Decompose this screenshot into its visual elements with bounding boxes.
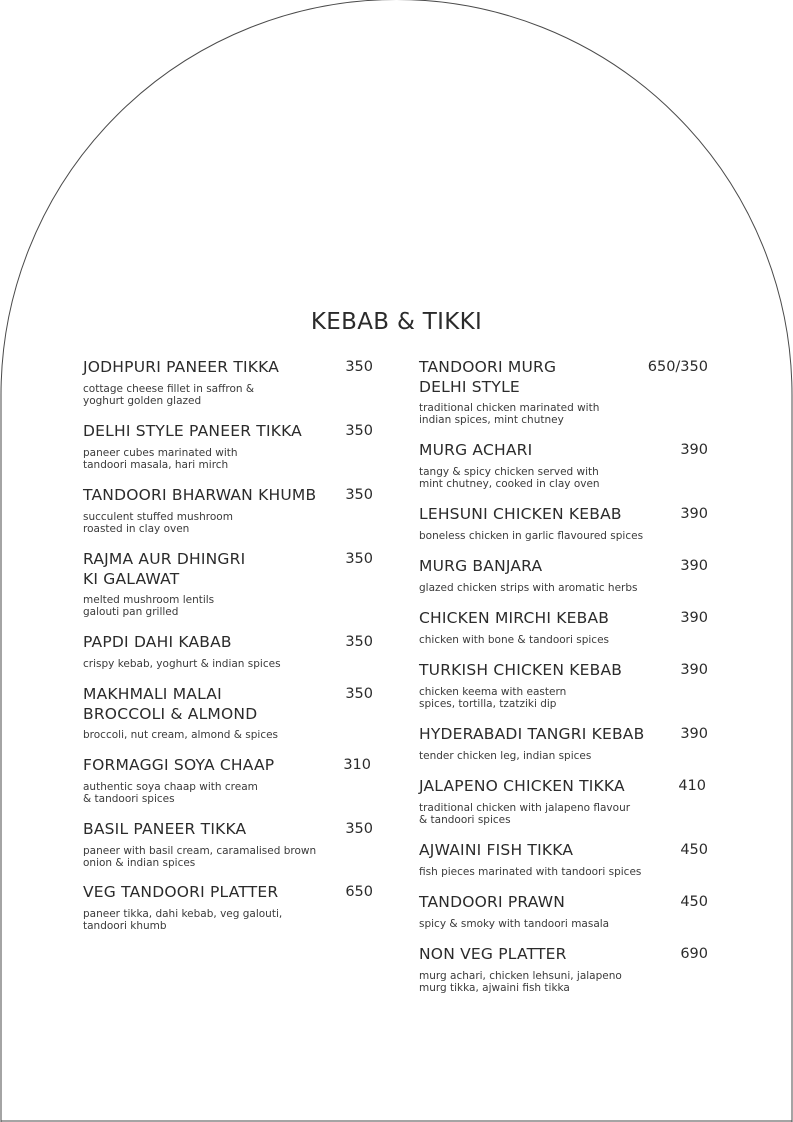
item-price: 690 bbox=[680, 946, 708, 962]
item-price: 350 bbox=[345, 551, 373, 567]
item-name: PAPDI DAHI KABAB bbox=[83, 633, 232, 651]
item-price: 390 bbox=[680, 726, 708, 742]
item-description: paneer with basil cream, caramalised brown onion & indian spices bbox=[83, 844, 317, 869]
menu-item bbox=[83, 486, 373, 535]
item-description: boneless chicken in garlic flavoured spices bbox=[419, 529, 644, 542]
item-price: 350 bbox=[345, 821, 373, 837]
item-description: traditional chicken marinated with indian spices, mint chutney bbox=[419, 402, 600, 426]
menu-item bbox=[83, 550, 373, 618]
item-description: traditional chicken with jalapeno flavour & tandoori spices bbox=[419, 801, 631, 826]
item-description: chicken with bone & tandoori spices bbox=[419, 633, 610, 646]
item-name: CHICKEN MIRCHI KEBAB bbox=[419, 609, 610, 627]
item-name: NON VEG PLATTER bbox=[419, 945, 567, 963]
item-price: 350 bbox=[345, 634, 373, 650]
item-name: BASIL PANEER TIKKA bbox=[83, 820, 247, 838]
item-description: spicy & smoky with tandoori masala bbox=[419, 917, 610, 930]
menu-item bbox=[419, 725, 708, 762]
item-description: broccoli, nut cream, almond & spices bbox=[83, 729, 279, 741]
item-name: FORMAGGI SOYA CHAAP bbox=[83, 756, 275, 774]
item-name: LEHSUNI CHICKEN KEBAB bbox=[419, 505, 622, 523]
menu-item bbox=[83, 358, 373, 407]
item-name: DELHI STYLE PANEER TIKKA bbox=[83, 422, 302, 440]
item-name: AJWAINI FISH TIKKA bbox=[419, 841, 574, 859]
item-price: 410 bbox=[678, 778, 706, 794]
menu-item bbox=[83, 756, 373, 805]
menu-item bbox=[83, 633, 373, 670]
item-price: 650/350 bbox=[647, 359, 708, 375]
menu-item bbox=[419, 945, 708, 994]
menu-item bbox=[419, 609, 708, 646]
menu-item bbox=[419, 557, 708, 594]
item-description: chicken keema with eastern spices, tortilla, tzatziki dip bbox=[419, 685, 567, 710]
item-description: melted mushroom lentils galouti pan grilled bbox=[83, 594, 215, 618]
item-description: murg achari, chicken lehsuni, jalapeno murg tikka, ajwaini fish tikka bbox=[419, 969, 622, 994]
item-name: TURKISH CHICKEN KEBAB bbox=[419, 661, 623, 679]
menu-item bbox=[419, 505, 708, 542]
item-name: HYDERABADI TANGRI KEBAB bbox=[419, 725, 645, 743]
item-price: 390 bbox=[680, 442, 708, 458]
menu-item bbox=[419, 893, 708, 930]
item-description: paneer cubes marinated with tandoori masala, hari mirch bbox=[83, 446, 238, 471]
item-name: MAKHMALI MALAI BROCCOLI & ALMOND bbox=[83, 685, 258, 723]
item-price: 350 bbox=[345, 686, 373, 702]
item-price: 390 bbox=[680, 662, 708, 678]
menu-item bbox=[419, 661, 708, 710]
item-description: cottage cheese fillet in saffron & yoghurt golden glazed bbox=[83, 382, 255, 407]
menu-item bbox=[419, 358, 708, 426]
menu-item bbox=[83, 820, 373, 869]
item-name: TANDOORI PRAWN bbox=[419, 893, 566, 911]
item-price: 390 bbox=[680, 506, 708, 522]
item-description: paneer tikka, dahi kebab, veg galouti, tandoori khumb bbox=[83, 907, 283, 932]
item-description: tender chicken leg, indian spices bbox=[419, 749, 592, 762]
item-name: RAJMA AUR DHINGRI KI GALAWAT bbox=[83, 550, 246, 588]
item-name: JALAPENO CHICKEN TIKKA bbox=[419, 777, 625, 795]
item-name: TANDOORI MURG DELHI STYLE bbox=[419, 358, 557, 396]
item-name: TANDOORI BHARWAN KHUMB bbox=[83, 486, 317, 504]
menu-item bbox=[83, 883, 373, 932]
item-price: 450 bbox=[680, 842, 708, 858]
item-price: 650 bbox=[345, 884, 373, 900]
item-name: MURG BANJARA bbox=[419, 557, 543, 575]
section-title: KEBAB & TIKKI bbox=[310, 309, 483, 335]
item-name: VEG TANDOORI PLATTER bbox=[83, 883, 279, 901]
item-description: crispy kebab, yoghurt & indian spices bbox=[83, 657, 281, 670]
menu-item bbox=[83, 685, 373, 741]
menu-item bbox=[83, 422, 373, 471]
item-price: 390 bbox=[680, 610, 708, 626]
menu-item bbox=[419, 841, 708, 878]
item-description: succulent stuffed mushroom roasted in clay oven bbox=[83, 510, 233, 535]
menu-item bbox=[419, 441, 708, 490]
item-price: 450 bbox=[680, 894, 708, 910]
item-price: 350 bbox=[345, 487, 373, 503]
menu-item bbox=[419, 777, 708, 826]
item-price: 390 bbox=[680, 558, 708, 574]
item-description: glazed chicken strips with aromatic herbs bbox=[419, 581, 638, 594]
item-price: 350 bbox=[345, 359, 373, 375]
item-description: fish pieces marinated with tandoori spices bbox=[419, 865, 642, 878]
item-price: 310 bbox=[343, 757, 371, 773]
item-name: JODHPURI PANEER TIKKA bbox=[83, 358, 280, 376]
item-name: MURG ACHARI bbox=[419, 441, 533, 459]
item-description: authentic soya chaap with cream & tandoori spices bbox=[83, 780, 258, 805]
item-description: tangy & spicy chicken served with mint chutney, cooked in clay oven bbox=[419, 465, 600, 490]
item-price: 350 bbox=[345, 423, 373, 439]
